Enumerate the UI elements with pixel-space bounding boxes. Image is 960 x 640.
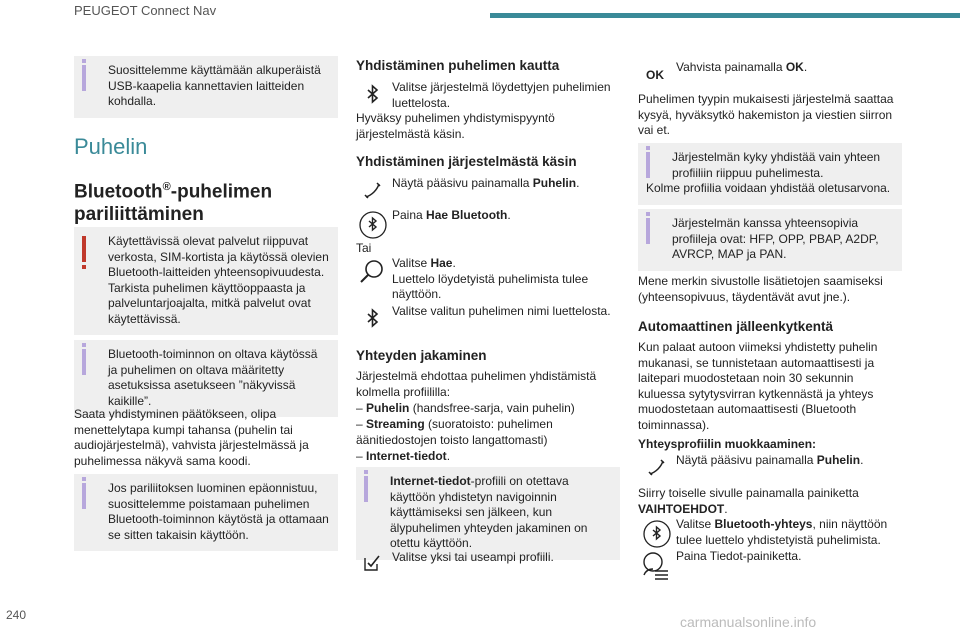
warning-note: Käytettävissä olevat palvelut riippuvat verkosta, SIM-kortista ja käytössä olevien Bluetooth-laitteiden yhteensopivuudesta. Tarkista puhelimen käyttöoppaasta ja palveluntarjoajalta, mitkä palvelut ovat käytettävissä. bbox=[74, 227, 338, 335]
phone-handset-icon bbox=[360, 178, 386, 204]
heading-sharing: Yhteyden jakaminen bbox=[356, 348, 487, 363]
page-number: 240 bbox=[6, 608, 27, 622]
heading-phone-connect: Yhdistäminen puhelimen kautta bbox=[356, 58, 560, 73]
search-icon bbox=[358, 258, 386, 286]
bluetooth-search-icon bbox=[642, 519, 672, 549]
watermark: carmanualsonline.info bbox=[680, 614, 817, 630]
info-note-usb: Suosittelemme käyttämään alkuperäistä USB-kaapelia kannettavien laitteiden kohdalla. bbox=[74, 56, 338, 118]
checkbox-icon bbox=[362, 553, 382, 573]
body-text: Saata yhdistyminen päätökseen, olipa menettelytapa kumpi tahansa (puhelin tai audiojärjestelmä), vahvista järjestelmässä ja puhelimessa näkyvä sama koodi. bbox=[74, 407, 309, 468]
subsection-title: Bluetooth®-puhelimen pariliittäminen bbox=[74, 181, 273, 226]
info-note-compatible: Järjestelmän kanssa yhteensopivia profiileja ovat: HFP, OPP, PBAP, A2DP, AVRCP, MAP ja PAN. bbox=[638, 209, 902, 271]
heading-auto-reconnect: Automaattinen jälleenkytkentä bbox=[638, 319, 834, 334]
info-icon bbox=[82, 65, 86, 91]
heading-system-connect: Yhdistäminen järjestelmästä käsin bbox=[356, 154, 577, 169]
info-icon bbox=[646, 218, 650, 244]
info-note-pairing: Jos pariliitoksen luominen epäonnistuu, suosittelemme poistamaan puhelimen Bluetooth-toiminnon käytöstä ja ottamaan se sitten takaisin käyttöön. bbox=[74, 474, 338, 551]
info-note-internet: Internet-tiedot-profiili on otettava käyttöön yhdistetyn navigoinnin käyttämiseksi sen jälkeen, kun älypuhelimen yhteyden jakaminen on otettu käyttöön. bbox=[356, 467, 620, 560]
section-title: Puhelin bbox=[74, 134, 148, 159]
info-icon bbox=[82, 349, 86, 375]
list-item: – Streaming (suoratoisto: puhelimen äänitiedostojen toisto langattomasti) bbox=[356, 417, 553, 447]
bluetooth-icon bbox=[360, 82, 386, 108]
bluetooth-icon bbox=[360, 306, 386, 332]
bluetooth-search-icon bbox=[358, 210, 388, 240]
phone-handset-icon bbox=[644, 455, 670, 481]
ok-icon: OK bbox=[646, 68, 664, 82]
list-item: – Puhelin (handsfree-sarja, vain puhelin) bbox=[356, 401, 575, 415]
info-icon bbox=[646, 152, 650, 178]
info-icon bbox=[364, 476, 368, 502]
header-accent-bar bbox=[490, 13, 960, 18]
warning-icon bbox=[82, 236, 86, 262]
details-icon bbox=[640, 551, 670, 581]
info-icon bbox=[82, 483, 86, 509]
list-item: – Internet-tiedot. bbox=[356, 449, 451, 463]
info-note-visibility: Bluetooth-toiminnon on oltava käytössä ja puhelimen on oltava määritetty asetuksissa asetukseen ”näkyvissä kaikille”. bbox=[74, 340, 338, 417]
info-note-profile: Järjestelmän kyky yhdistää vain yhteen profiiliin riippuu puhelimesta. Kolme profiilia voidaan yhdistää oletusarvona. bbox=[638, 143, 902, 205]
manual-title: PEUGEOT Connect Nav bbox=[74, 3, 217, 18]
